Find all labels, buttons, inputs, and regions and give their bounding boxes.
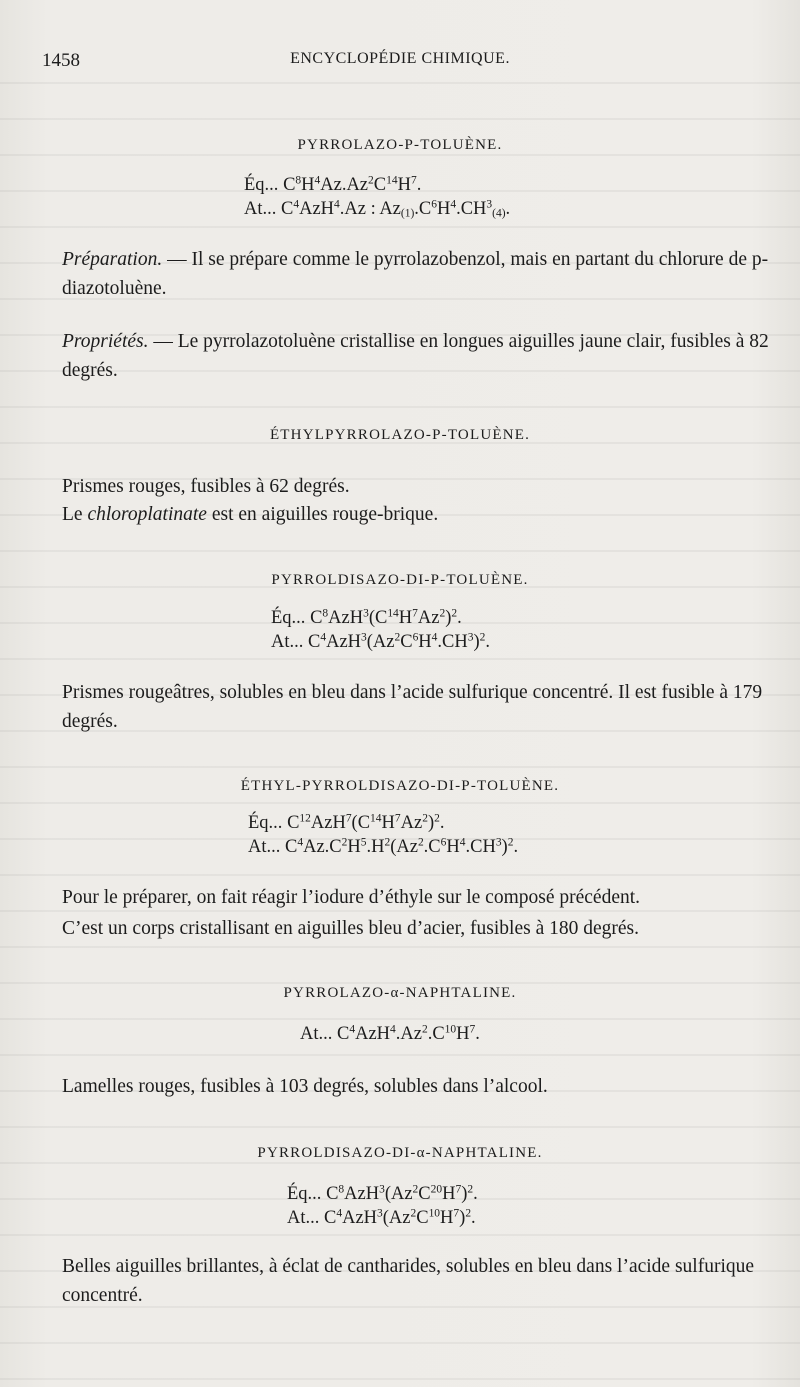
equivalent-formula: Éq... $C^{12}AzH^7(C^{14}H^7Az^2)^2$.	[248, 812, 445, 833]
running-title: ENCYCLOPÉDIE CHIMIQUE.	[290, 50, 510, 67]
description-paragraph: Belles aiguilles brillantes, à éclat de cantharides, solubles en bleu dans l’acide sulfurique concentré.	[62, 1256, 755, 1306]
atomic-formula: At... $C^4AzH^4.Az$ : $Az_{(1)}.C^6H^4.CH^3_{(4)}$.	[244, 198, 511, 220]
description-line: Pour le préparer, on fait réagir l’iodure d’éthyle sur le composé précédent.	[62, 887, 641, 908]
compound-title: ÉTHYL-PYRROLDISAZO-DI-P-TOLUÈNE.	[240, 778, 560, 794]
text-run: est en aiguilles rouge-brique.	[206, 504, 439, 525]
equivalent-formula: Éq... $C^8AzH^3(Az^2C^{20}H^7)^2$.	[287, 1183, 478, 1204]
atomic-formula: At... $C^4AzH^3(Az^2C^{10}H^7)^2$.	[287, 1207, 476, 1228]
properties-text: — Le pyrrolazotoluène cristallise en longues aiguilles jaune clair, fusibles à 82 degrés.	[62, 331, 769, 381]
preparation-text: — Il se prépare comme le pyrrolazobenzol, mais en partant du chlorure de p-diazotoluène.	[62, 249, 769, 299]
atomic-formula: At... $C^4Az.C^2H^5.H^2(Az^2.C^6H^4.CH^3)^2$.	[248, 836, 519, 857]
equivalent-formula: Éq... $C^8H^4Az.Az^2C^{14}H^7$.	[244, 174, 422, 195]
compound-title: PYRROLAZO-α-NAPHTALINE.	[283, 985, 517, 1001]
atomic-formula: At... $C^4AzH^4.Az^2.C^{10}H^7$.	[300, 1023, 480, 1044]
atomic-formula: At... $C^4AzH^3(Az^2C^6H^4.CH^3)^2$.	[271, 631, 490, 652]
formula-label: At...	[300, 1024, 333, 1044]
description-line: Prismes rouges, fusibles à 62 degrés.	[62, 476, 350, 497]
formula-label: Éq...	[248, 813, 283, 833]
description-line: C’est un corps cristallisant en aiguilles bleu d’acier, fusibles à 180 degrés.	[62, 918, 640, 939]
formula-label: Éq...	[244, 175, 279, 195]
compound-title: ÉTHYLPYRROLAZO-P-TOLUÈNE.	[269, 427, 531, 443]
formula-label: At...	[248, 837, 281, 857]
description-paragraph: Lamelles rouges, fusibles à 103 degrés, solubles dans l’alcool.	[62, 1076, 548, 1097]
preparation-paragraph	[62, 246, 774, 303]
properties-label: Propriétés.	[62, 331, 149, 352]
properties-paragraph	[62, 328, 774, 385]
compound-title: PYRROLDISAZO-DI-P-TOLUÈNE.	[271, 572, 529, 588]
page-number: 1458	[42, 50, 80, 71]
description-paragraph: Prismes rougeâtres, solubles en bleu dans l’acide sulfurique concentré. Il est fusible à 179 degrés.	[62, 682, 763, 732]
formula-label: Éq...	[287, 1184, 322, 1204]
formula-label: At...	[244, 199, 277, 219]
formula-label: Éq...	[271, 608, 306, 628]
text-run: Le	[62, 504, 88, 525]
formula-label: At...	[271, 632, 304, 652]
chloroplatinate-term: chloroplatinate	[87, 504, 207, 525]
formula-label: At...	[287, 1208, 320, 1228]
preparation-label: Préparation.	[62, 249, 163, 270]
equivalent-formula: Éq... $C^8AzH^3(C^{14}H^7Az^2)^2$.	[271, 607, 462, 628]
compound-title: PYRROLAZO-P-TOLUÈNE.	[297, 137, 503, 153]
compound-title: PYRROLDISAZO-DI-α-NAPHTALINE.	[257, 1145, 543, 1161]
description-line	[62, 501, 774, 530]
